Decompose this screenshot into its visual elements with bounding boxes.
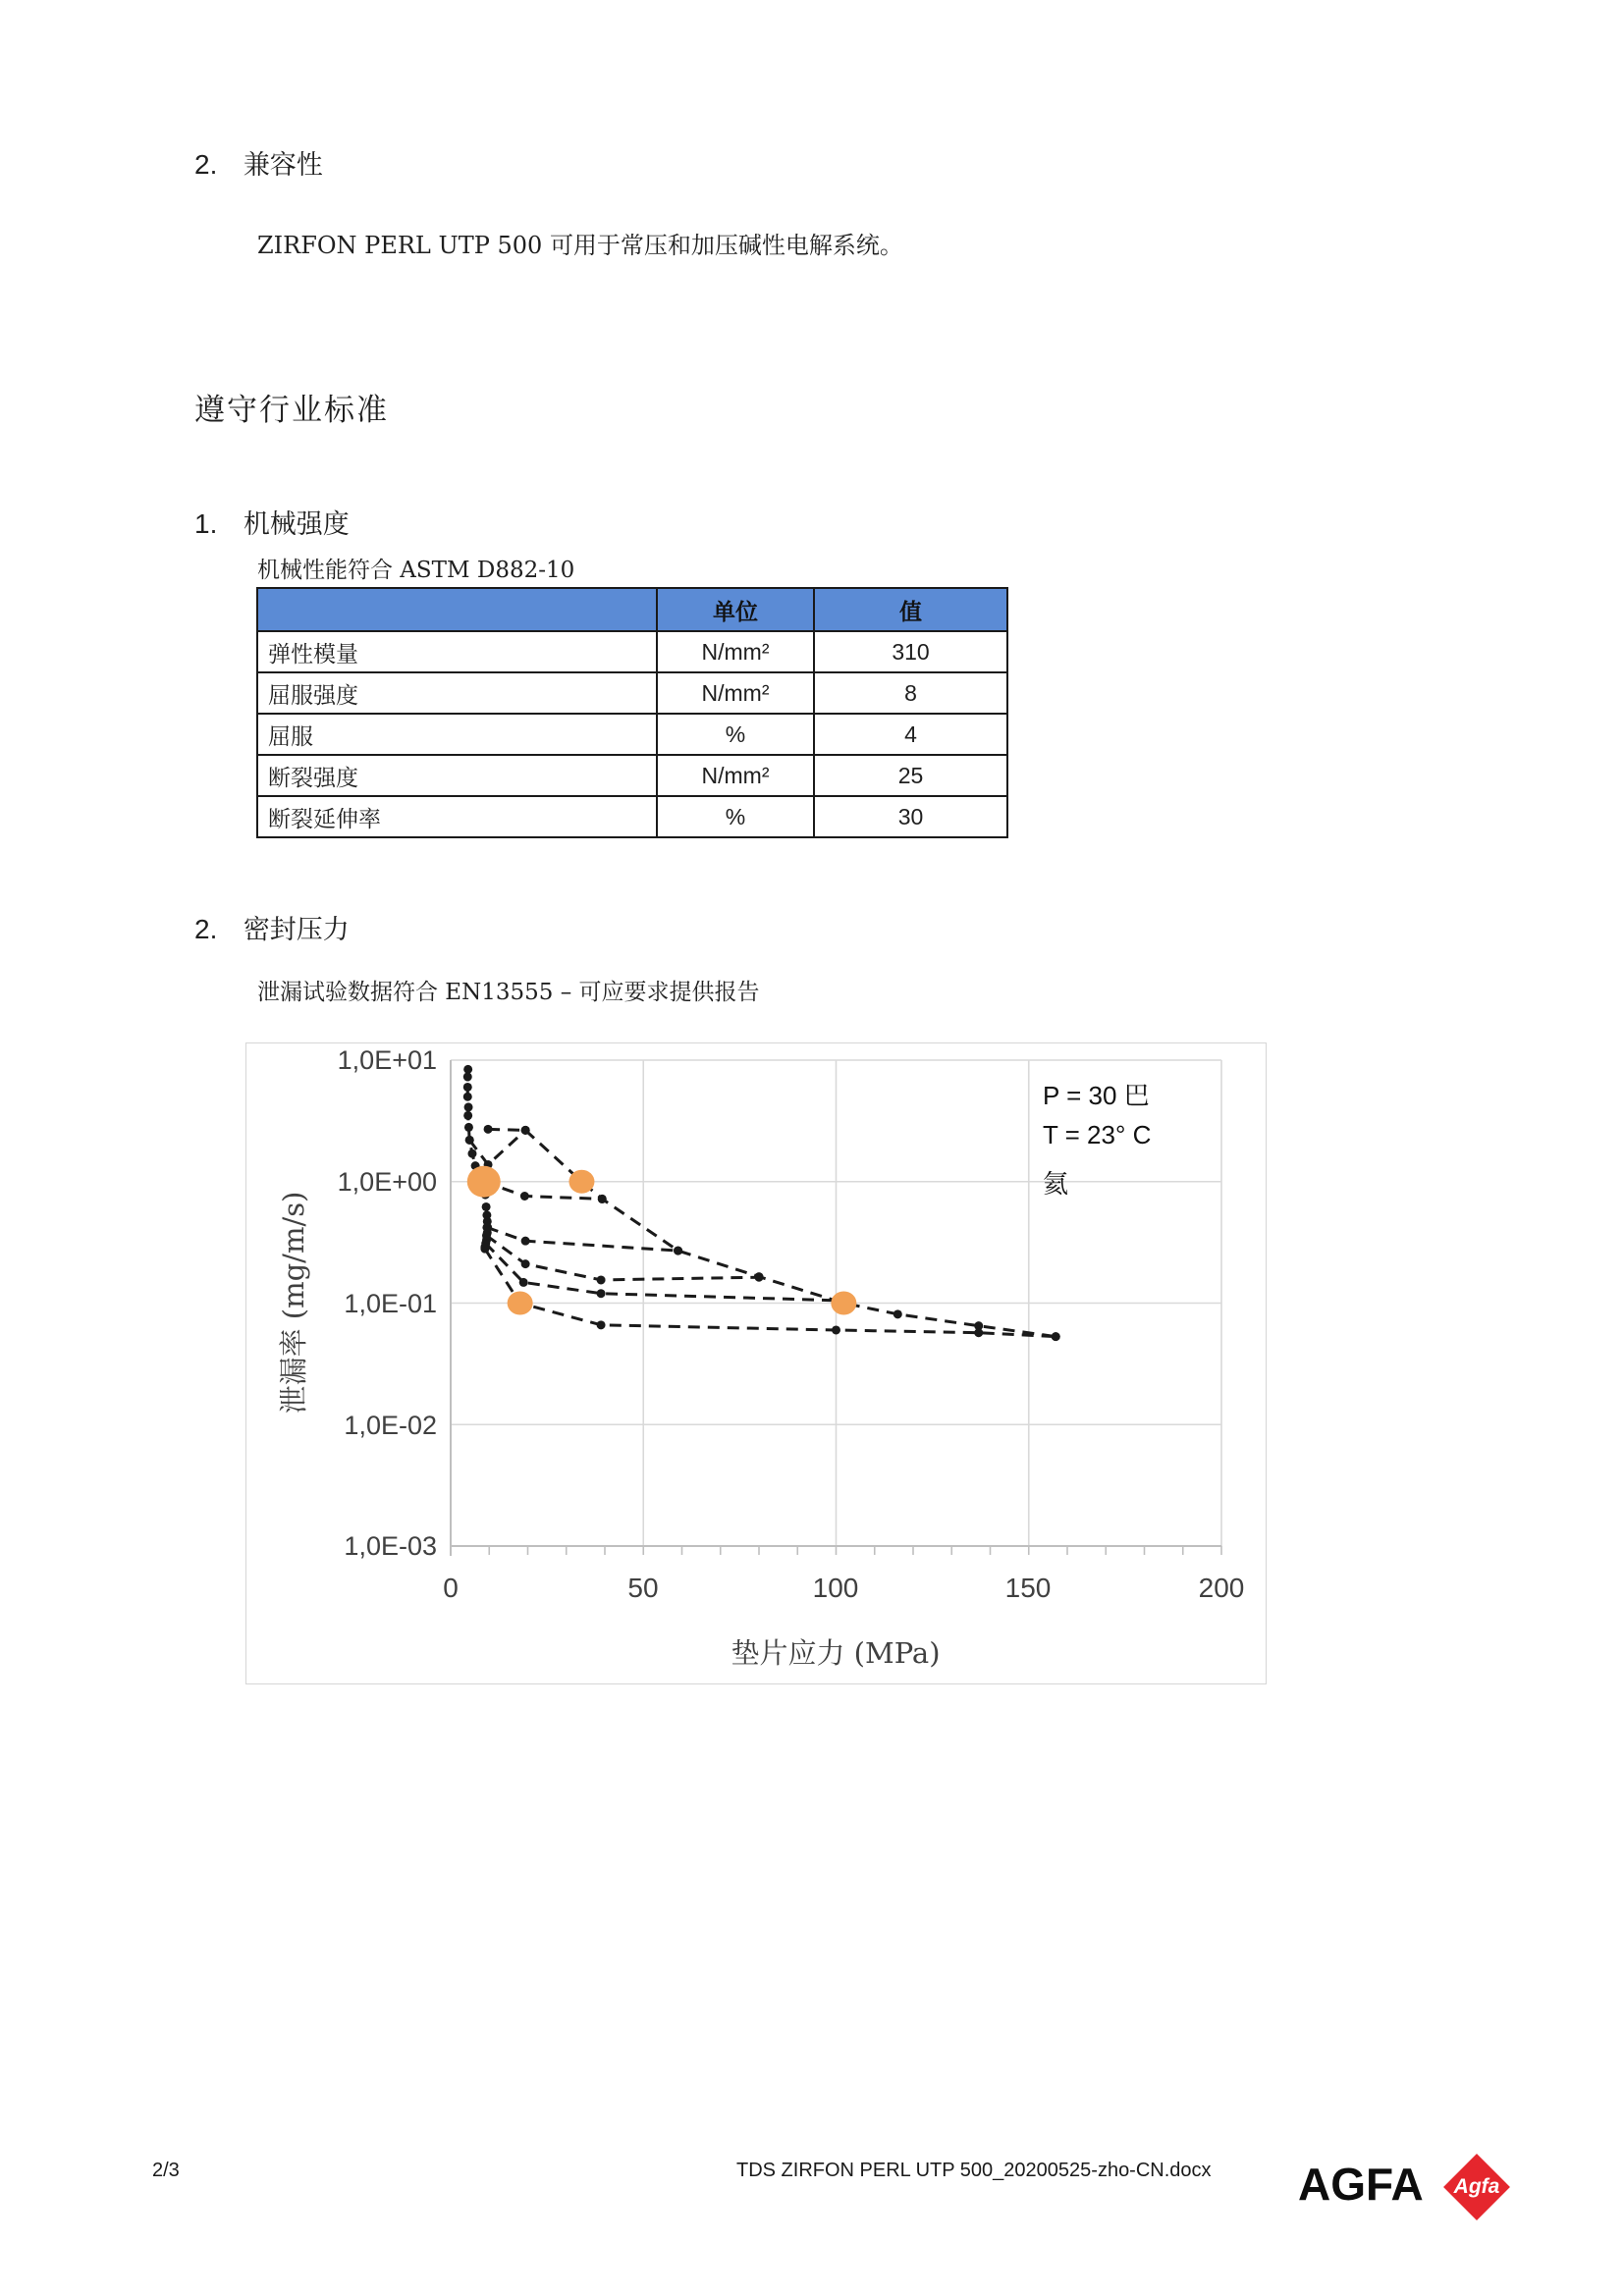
row-unit: N/mm² bbox=[657, 631, 814, 672]
section-title: 机械强度 bbox=[243, 509, 350, 540]
row-unit: % bbox=[657, 796, 814, 837]
annotation-pressure: P = 30 巴 bbox=[1043, 1081, 1150, 1110]
annotation-temperature: T = 23° C bbox=[1043, 1120, 1152, 1149]
row-value: 4 bbox=[814, 714, 1007, 755]
table-row bbox=[257, 796, 1007, 837]
agfa-logo-wordmark: AGFA bbox=[1298, 2159, 1424, 2210]
x-tick-label: 50 bbox=[627, 1573, 659, 1603]
header-empty bbox=[257, 588, 657, 631]
y-tick-label: 1,0E+00 bbox=[337, 1167, 437, 1197]
table-header-row bbox=[257, 588, 1007, 631]
page-number: 2/3 bbox=[152, 2160, 180, 2181]
table-row bbox=[257, 672, 1007, 714]
sealing-intro: 泄漏试验数据符合 EN13555 – 可应要求提供报告 bbox=[257, 980, 760, 1005]
x-tick-label: 150 bbox=[1004, 1573, 1052, 1603]
x-tick-label: 0 bbox=[443, 1573, 459, 1603]
row-label: 断裂延伸率 bbox=[257, 796, 657, 837]
row-unit: N/mm² bbox=[657, 755, 814, 796]
section-sealing-heading bbox=[194, 908, 350, 946]
row-label: 屈服 bbox=[257, 714, 657, 755]
footer-filename: TDS ZIRFON PERL UTP 500_20200525-zho-CN.docx bbox=[736, 2160, 1212, 2181]
table-row bbox=[257, 631, 1007, 672]
annotation-gas: 氦 bbox=[1043, 1170, 1069, 1200]
y-tick-label: 1,0E-01 bbox=[344, 1289, 437, 1318]
section-number: 2. bbox=[194, 149, 218, 180]
row-value: 30 bbox=[814, 796, 1007, 837]
section-title: 兼容性 bbox=[243, 150, 323, 181]
compatibility-paragraph: ZIRFON PERL UTP 500 可用于常压和加压碱性电解系统。 bbox=[257, 232, 903, 259]
table-row bbox=[257, 755, 1007, 796]
y-tick-label: 1,0E-02 bbox=[344, 1411, 437, 1440]
header-value: 值 bbox=[814, 588, 1007, 631]
row-label: 弹性模量 bbox=[257, 631, 657, 672]
mechanical-properties-table bbox=[256, 587, 1008, 838]
section-number: 1. bbox=[194, 508, 218, 539]
standards-heading: 遵守行业标准 bbox=[194, 393, 389, 428]
y-tick-label: 1,0E+01 bbox=[337, 1045, 437, 1075]
mechanical-intro: 机械性能符合 ASTM D882-10 bbox=[257, 558, 575, 583]
row-label: 屈服强度 bbox=[257, 672, 657, 714]
row-unit: % bbox=[657, 714, 814, 755]
header-unit: 单位 bbox=[657, 588, 814, 631]
agfa-logo-badge-text: Agfa bbox=[1453, 2175, 1500, 2198]
row-value: 25 bbox=[814, 755, 1007, 796]
section-title: 密封压力 bbox=[243, 915, 350, 945]
section-compatibility-heading bbox=[194, 143, 323, 182]
row-label: 断裂强度 bbox=[257, 755, 657, 796]
row-value: 8 bbox=[814, 672, 1007, 714]
y-tick-label: 1,0E-03 bbox=[344, 1531, 437, 1561]
row-value: 310 bbox=[814, 631, 1007, 672]
row-unit: N/mm² bbox=[657, 672, 814, 714]
x-tick-label: 200 bbox=[1198, 1573, 1245, 1603]
x-tick-label: 100 bbox=[812, 1573, 859, 1603]
section-mechanical-heading bbox=[194, 503, 350, 541]
section-number: 2. bbox=[194, 914, 218, 944]
x-axis-title: 垫片应力 (MPa) bbox=[731, 1636, 941, 1670]
y-axis-title: 泄漏率 (mg/m/s) bbox=[277, 1191, 310, 1415]
table-row bbox=[257, 714, 1007, 755]
